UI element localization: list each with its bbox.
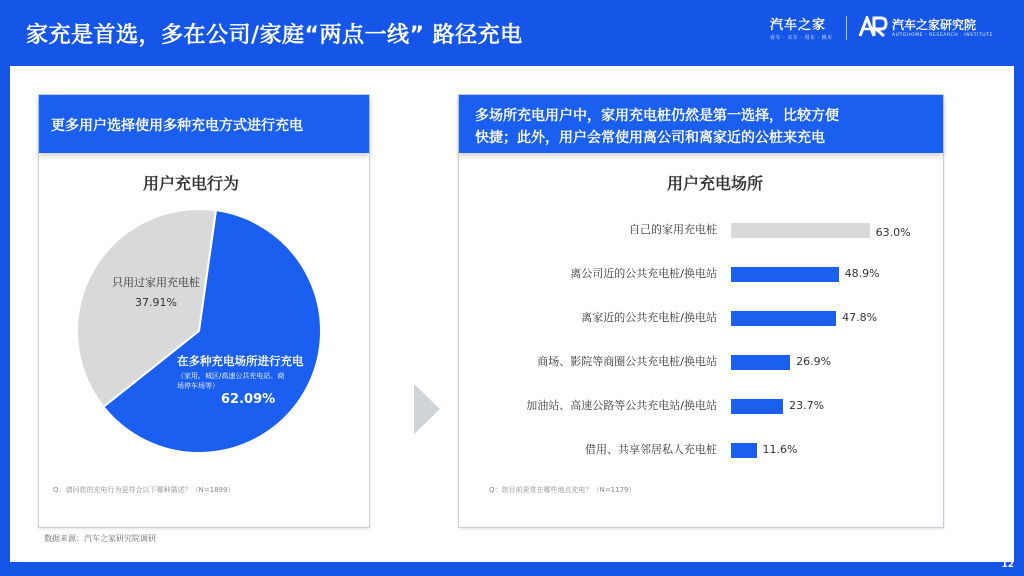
page-title: 家充是首选，多在公司/家庭“两点一线” 路径充电: [26, 23, 523, 48]
charging-location-header-line2: 快捷；此外，用户会常使用离公司和离家近的公桩来充电: [475, 130, 825, 146]
bar: [731, 311, 836, 326]
charging-behavior-pie-chart: [39, 95, 369, 527]
page-number: 12: [1001, 560, 1014, 570]
bar: [731, 399, 783, 414]
content-panel: [10, 66, 1014, 562]
data-source-note: 数据来源：汽车之家研究院调研: [44, 534, 156, 543]
pie-label-home-only: [111, 273, 201, 313]
charging-behavior-card: [38, 94, 370, 528]
bar-row: [459, 263, 943, 283]
top-bar: [0, 0, 1024, 66]
bar-row: [459, 307, 943, 327]
bar-category-label: 离家近的公共充电桩/换电站: [581, 311, 717, 324]
autohome-logo: [770, 14, 833, 41]
autohome-logo-subtext: 看车 · 买车 · 用车 · 换车: [770, 35, 833, 41]
charging-location-chart-title: 用户充电场所: [667, 174, 764, 193]
bar-category-label: 借用、共享邻居私人充电桩: [585, 443, 717, 456]
logo-divider: [846, 16, 847, 40]
pie-label-home-only-value: 37.91%: [135, 296, 177, 309]
autohome-logo-text: 汽车之家: [770, 18, 827, 33]
bar: [731, 355, 790, 370]
bar-value-label: 48.9%: [844, 267, 880, 280]
bar-value-label: 47.8%: [842, 311, 878, 324]
bar: [731, 223, 870, 238]
bar-row: [459, 395, 943, 415]
pie-label-multi-venue-value: 62.09%: [221, 392, 276, 407]
pie-label-multi-venue-detail: （家用、城区/高速公共充电站、商场停车场等）: [177, 372, 285, 390]
bar-value-label: 11.6%: [762, 443, 798, 456]
pie-label-multi-venue: [177, 353, 304, 407]
chevron-right-icon: [414, 384, 440, 434]
ar-logo-icon: [858, 16, 888, 38]
bar-value-label: 23.7%: [789, 399, 825, 412]
bar-row: [459, 219, 943, 239]
bar-category-label: 商场、影院等商圈公共充电桩/换电站: [537, 355, 717, 368]
institute-logo-text: 汽车之家研究院: [892, 18, 977, 32]
bar: [731, 267, 839, 282]
bar: [731, 443, 757, 458]
charging-location-question-note: Q：您目前更常在哪些地点充电？（N=1179）: [489, 486, 636, 494]
charging-behavior-chart-title: 用户充电行为: [143, 174, 240, 193]
bar-value-label: 26.9%: [796, 355, 832, 368]
charging-behavior-question-note: Q：请问您的充电行为更符合以下哪种描述？（N=1899）: [53, 486, 235, 494]
pie-label-multi-venue-name: 在多种充电场所进行充电: [177, 354, 304, 368]
bar-row: [459, 439, 943, 459]
institute-logo-subtext: AUTOHOME · RESEARCH · INSTITUTE: [892, 33, 993, 38]
charging-location-header-line1: 多场所充电用户中，家用充电桩仍然是第一选择，比较方便: [475, 108, 839, 124]
bar-row: [459, 351, 943, 371]
bar-value-label: 63.0%: [875, 226, 911, 239]
bar-category-label: 加油站、高速公路等公共充电站/换电站: [526, 399, 717, 412]
bar-category-label: 离公司近的公共充电桩/换电站: [570, 267, 717, 280]
charging-behavior-header-text: 更多用户选择使用多种充电方式进行充电: [51, 118, 303, 134]
bar-category-label: 自己的家用充电桩: [629, 223, 717, 236]
charging-location-header: [459, 95, 943, 153]
pie-label-home-only-name: 只用过家用充电桩: [112, 276, 200, 289]
charging-location-card: [458, 94, 944, 528]
